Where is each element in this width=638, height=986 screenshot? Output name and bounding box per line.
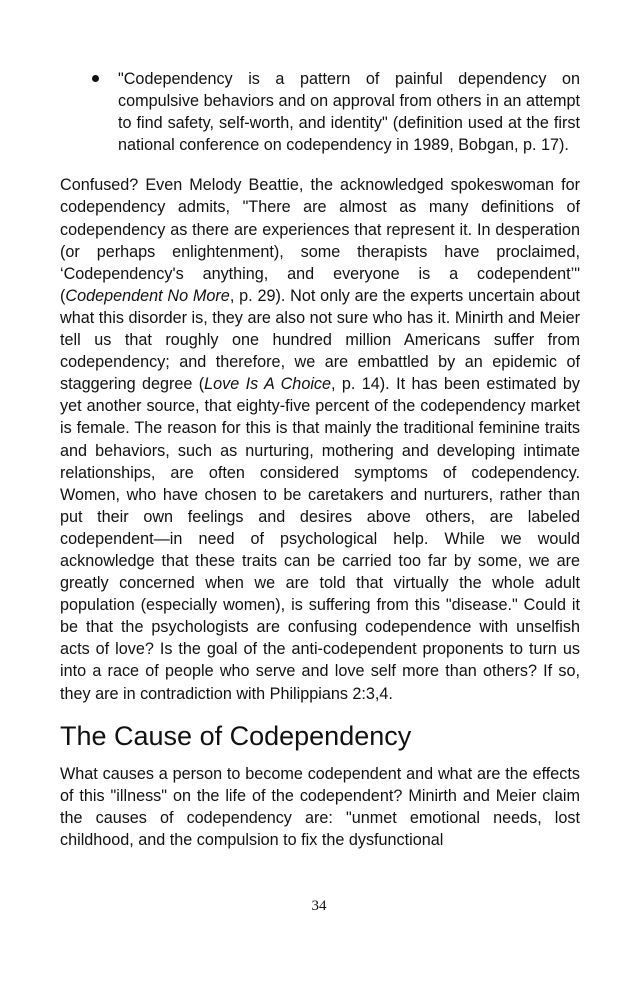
body-paragraph-2: What causes a person to become codependent and what are the effects of this "illness" on the life of the codependent? Minirth and Meier claim the causes of codependency are: "unmet emotional needs, lost childhood, and the compulsion to fix the dysfunctional (60, 764, 580, 849)
book-title-love-is-a-choice: Love Is A Choice (204, 375, 332, 394)
book-title-codependent-no-more: Codependent No More (65, 286, 230, 305)
bullet-icon (92, 75, 99, 82)
page-number: 34 (311, 898, 327, 914)
paragraph-1-part-3: , p. 14). It has been estimated by yet another source, that eighty-five percent of the codependency market is female. The reason for this is that mainly the traditional feminine traits and behaviors, such as nurturing, mothering and developing intimate relationships, are often considered symptoms of codependency. Women, who have chosen to be caretakers and nurturers, rather than put their own feelings and desires above others, are labeled codependent—in need of psychological help. While we would acknowledge that these traits can be carried too far by some, we are greatly concerned when we are told that virtually the whole adult population (especially women), is suffering from this "disease." Could it be that the psychologists are confusing codependence with unselfish acts of love? Is the goal of the anti-codependent proponents to turn us into a race of people who serve and love self more than others? If so, they are in contradiction with Philippians 2:3,4. (60, 375, 580, 703)
page-content (60, 68, 580, 851)
body-paragraph-1 (60, 174, 580, 704)
bullet-item (60, 68, 580, 156)
bullet-text: "Codependency is a pattern of painful dependency on compulsive behaviors and on approval from others in an attempt to find safety, self-worth, and identity" (definition used at the first national conference on codependency in 1989, Bobgan, p. 17). (118, 70, 580, 155)
section-heading: The Cause of Codependency (60, 720, 412, 751)
paragraph-1-part-1: Confused? Even Melody Beattie, the acknowledged spokeswoman for codependency admits, "There are almost as many definitions of codependency as there are experiences that represent it. In desperation (or perhaps enlightenment), some therapists have proclaimed, ‘Codependency's anything, and everyone is a codependent’" ( (60, 176, 580, 305)
paragraph-1-part-2: , p. 29). Not only are the experts uncertain about what this disorder is, they are also not sure who has it. Minirth and Meier tell us that roughly one hundred million Americans suffer from codependency; and therefore, we are embattled by an epidemic of staggering degree ( (60, 286, 580, 394)
